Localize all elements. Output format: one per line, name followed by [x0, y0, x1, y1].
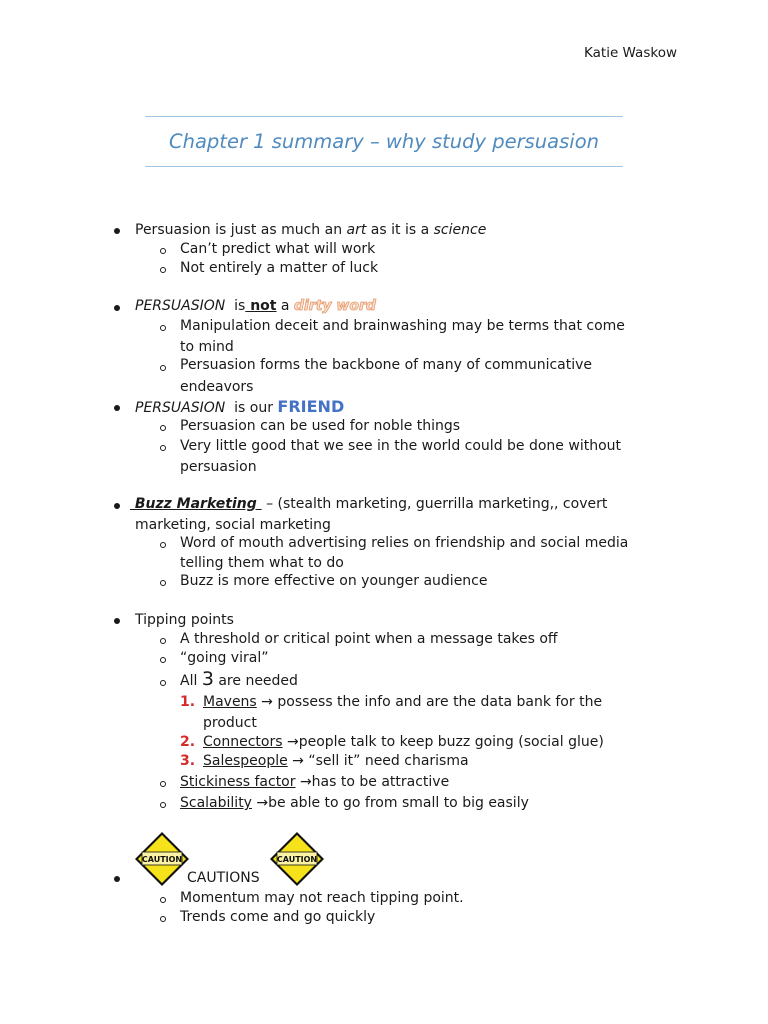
sub-bullet: [160, 365, 166, 371]
sub-bullet: [160, 267, 166, 273]
list-item: PERSUASION is our FRIEND: [135, 397, 345, 416]
list-number: 3.: [180, 753, 196, 769]
list-number: 2.: [180, 734, 196, 750]
sub-bullet: [160, 680, 166, 686]
list-item: Very little good that we see in the world could be done without: [180, 438, 621, 454]
sub-bullet: [160, 425, 166, 431]
author-name: Katie Waskow: [584, 45, 677, 61]
list-item: Persuasion forms the backbone of many of communicative: [180, 357, 593, 373]
caution-sign-icon: [269, 831, 325, 887]
bullet: [114, 228, 120, 234]
sub-bullet: [160, 445, 166, 451]
list-item: endeavors: [180, 379, 254, 395]
list-item: Connectors →people talk to keep buzz going (social glue): [203, 734, 604, 750]
sub-bullet: [160, 542, 166, 548]
page-title: Chapter 1 summary – why study persuasion: [169, 130, 599, 153]
sub-bullet: [160, 657, 166, 663]
list-item: persuasion: [180, 459, 257, 475]
list-item: telling them what to do: [180, 555, 344, 571]
list-item: A threshold or critical point when a message takes off: [180, 631, 558, 647]
list-number: 1.: [180, 694, 196, 710]
list-item: All 3 are needed: [180, 668, 298, 690]
list-item: Manipulation deceit and brainwashing may be terms that come: [180, 318, 625, 334]
bullet: [114, 618, 120, 624]
list-item: Mavens → possess the info and are the data bank for the: [203, 694, 603, 710]
svg-text:CAUTION: CAUTION: [141, 855, 183, 864]
list-item: “going viral”: [180, 650, 269, 666]
list-item: Stickiness factor →has to be attractive: [180, 774, 450, 790]
sub-bullet: [160, 781, 166, 787]
list-item: PERSUASION is not a dirty word: [135, 298, 376, 314]
list-item: Persuasion is just as much an art as it is a science: [135, 222, 487, 238]
bullet: [114, 876, 120, 882]
list-item: Persuasion can be used for noble things: [180, 418, 461, 434]
sub-bullet: [160, 325, 166, 331]
list-item: Buzz Marketing – (stealth marketing, guerrilla marketing,, covert: [130, 496, 608, 512]
list-item: marketing, social marketing: [135, 517, 331, 533]
list-item: Can’t predict what will work: [180, 241, 376, 257]
list-item: Trends come and go quickly: [180, 909, 376, 925]
sub-bullet: [160, 802, 166, 808]
caution-sign-icon: [134, 831, 190, 887]
list-item: Salespeople → “sell it” need charisma: [203, 753, 469, 769]
list-item: Tipping points: [135, 612, 234, 628]
svg-text:CAUTION: CAUTION: [276, 855, 318, 864]
list-item: Momentum may not reach tipping point.: [180, 890, 464, 906]
list-item: Word of mouth advertising relies on friendship and social media: [180, 535, 629, 551]
sub-bullet: [160, 580, 166, 586]
bullet: [114, 503, 120, 509]
list-item: Buzz is more effective on younger audience: [180, 573, 488, 589]
sub-bullet: [160, 916, 166, 922]
sub-bullet: [160, 248, 166, 254]
list-item: product: [203, 715, 257, 731]
list-item: CAUTIONS: [187, 870, 260, 886]
bullet: [114, 305, 120, 311]
list-item: Not entirely a matter of luck: [180, 260, 379, 276]
title-rule-bottom: [145, 166, 623, 167]
list-item: to mind: [180, 339, 234, 355]
sub-bullet: [160, 897, 166, 903]
bullet: [114, 405, 120, 411]
list-item: Scalability →be able to go from small to big easily: [180, 795, 529, 811]
sub-bullet: [160, 638, 166, 644]
title-rule-top: [145, 116, 623, 117]
